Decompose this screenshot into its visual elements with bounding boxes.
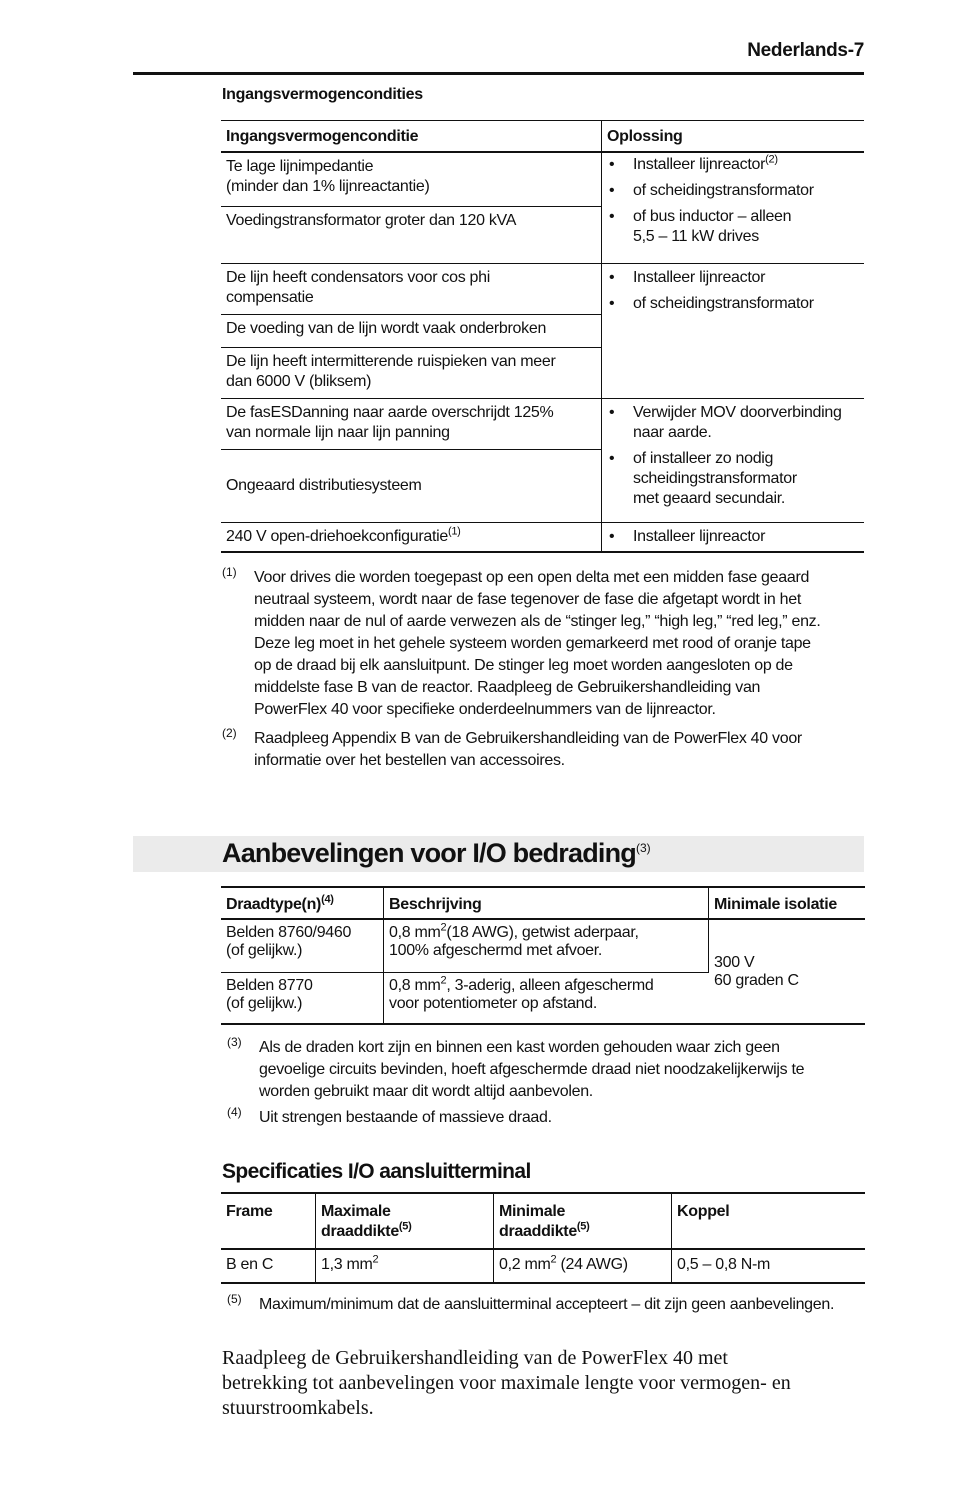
page-label: Nederlands-7 [747, 40, 864, 61]
header-rule [133, 72, 864, 75]
footnote-mark: (1) [222, 565, 237, 579]
table-row: 240 V open-driehoekconfiguratie$^{(1)}$ • Installeer lijnreactor [221, 523, 864, 553]
condition-text: compensatie [226, 289, 314, 306]
condition-text: Voedingstransformator groter dan 120 kVA [226, 212, 517, 229]
condition-text: De fasESDanning naar aarde overschrijdt 125% [226, 404, 554, 421]
condition-text: Te lage lijnimpedantie [226, 158, 374, 175]
table-row [221, 152, 864, 207]
list-item: • of scheidingstransformator [607, 294, 859, 314]
condition-text: Ongeaard distributiesysteem [226, 477, 422, 494]
col-header-torque: Koppel [672, 1193, 866, 1249]
condition-text: 240 V open-driehoekconfiguratie [226, 528, 448, 545]
footnote-mark: (2) [222, 726, 237, 740]
terminal-spec-table [221, 1192, 865, 1284]
closing-paragraph: Raadpleeg de Gebruikershandleiding van de PowerFlex 40 met betrekking tot aanbevelingen voor maximale lengte voor vermogen- en stuurstroomkabels. [222, 1347, 791, 1419]
condition-text: De voeding van de lijn wordt vaak onderbroken [226, 320, 547, 337]
col-header-solution: Oplossing [602, 121, 865, 153]
input-power-table [221, 120, 864, 553]
footnote-3: Als de draden kort zijn en binnen een kast worden gehouden waar zich geen gevoelige circuits bevinden, hoeft afgeschermde draad niet noodzakelijkerwijs te worden gebruikt maar dit wordt altijd aanbevolen. [259, 1039, 805, 1100]
footnote-mark: (5) [227, 1292, 242, 1306]
footnote-5: Maximum/minimum dat de aansluitterminal accepteert – dit zijn geen aanbevelingen. [259, 1296, 835, 1313]
list-item: • of installeer zo nodig scheidingstransformator met geaard secundair. [607, 449, 859, 509]
section-title: Aanbevelingen voor I/O bedrading$^{(3)}$ [222, 838, 651, 868]
col-header-wire-type: $Draadtype(n)^{(4)}$ [221, 887, 384, 919]
table-row: Belden 8760/9460 (of gelijkw.) 0,8 $mm^2(18$ AWG), getwist aderpaar, 100% afgeschermd met afvoer. 300 V 60 graden C [221, 919, 865, 973]
list-item: • of bus inductor – alleen 5,5 – 11 kW drives [607, 207, 859, 247]
col-header-min-wire: Minimale draaddikte$^{(5)}$ [494, 1193, 672, 1249]
col-header-max-wire: Maximale draaddikte$^{(5)}$ [316, 1193, 494, 1249]
list-item: • of scheidingstransformator [607, 181, 859, 201]
condition-text: De lijn heeft condensators voor cos phi [226, 269, 491, 286]
list-item: • Installeer lijnreactor$^{(2)}$ [607, 155, 859, 175]
table-row: B en C 1,3 $mm^2$ 0,2 $mm^2$ (24 AWG) 0,5 – 0,8 N-m [221, 1249, 865, 1283]
condition-text: (minder dan 1% lijnreactantie) [226, 178, 430, 195]
table-caption: Ingangsvermogencondities [222, 86, 423, 103]
subsection-title: Specificaties I/O aansluitterminal [222, 1160, 531, 1183]
table-row: Belden 8770 (of gelijkw.) 0,8 $mm^2$, 3-aderig, alleen afgeschermd voor potentiometer op afstand. [221, 973, 865, 1025]
footnote-2: Raadpleeg Appendix B van de Gebruikershandleiding van de PowerFlex 40 voor informatie over het bestellen van accessoires. [254, 730, 802, 769]
footnote-mark: (3) [227, 1035, 242, 1049]
condition-text: van normale lijn naar lijn panning [226, 424, 450, 441]
table-row [221, 264, 864, 315]
condition-text: dan 6000 V (bliksem) [226, 373, 372, 390]
col-header-frame: Frame [221, 1193, 316, 1249]
io-wiring-table [221, 886, 865, 1025]
footnote-4: Uit strengen bestaande of massieve draad. [259, 1109, 552, 1126]
list-item: • Installeer lijnreactor [607, 268, 859, 288]
footnote-1: Voor drives die worden toegepast op een open delta met een midden fase geaard neutraal systeem, wordt naar de fase tegenover de fase die afgetapt wordt in het midden naar de nul of aarde verwezen als de “stinger leg,” “high leg,” “red leg,” enz. Deze leg moet in het gehele systeem worden gemarkeerd met rood of oranje tape op de draad bij elk aansluitpunt. De stinger leg moet worden aangesloten op de middelste fase B van de reactor. Raadpleeg de Gebruikershandleiding van PowerFlex 40 voor specifieke onderdeelnummers van de lijnreactor. [254, 569, 821, 718]
condition-text: De lijn heeft intermitterende ruispieken van meer [226, 353, 556, 370]
list-item: • Verwijder MOV doorverbinding naar aarde. [607, 403, 859, 443]
table-row [221, 399, 864, 450]
col-header-condition: Ingangsvermogenconditie [221, 121, 602, 153]
col-header-description: Beschrijving [384, 887, 709, 919]
col-header-insulation: Minimale isolatie [709, 887, 866, 919]
list-item: • Installeer lijnreactor [607, 527, 859, 547]
footnote-mark: (4) [227, 1105, 242, 1119]
